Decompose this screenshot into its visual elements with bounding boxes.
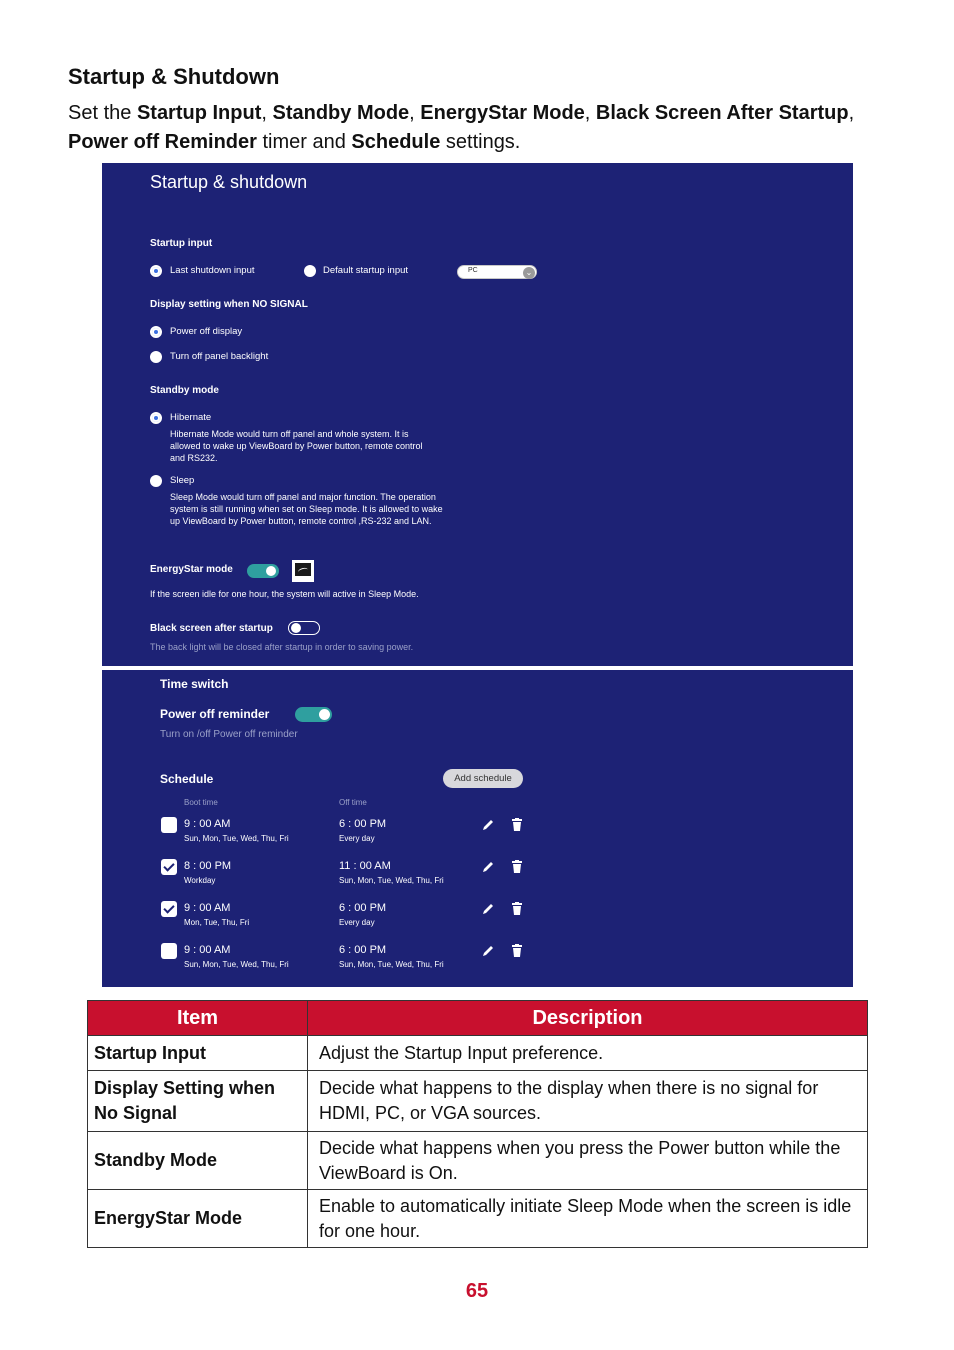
schedule-row-checkbox[interactable] bbox=[161, 943, 177, 959]
add-schedule-button[interactable]: Add schedule bbox=[443, 769, 523, 788]
off-time-header: Off time bbox=[339, 798, 367, 807]
energystar-description: If the screen idle for one hour, the system will active in Sleep Mode. bbox=[150, 589, 419, 599]
hibernate-description: Hibernate Mode would turn off panel and whole system. It is allowed to wake up ViewBoard by Power button, remote control and RS232. bbox=[170, 429, 423, 463]
delete-trash-icon[interactable] bbox=[511, 902, 523, 916]
intro-paragraph: Set the Startup Input, Standby Mode, EnergyStar Mode, Black Screen After Startup, Power off Reminder timer and Schedule settings. bbox=[68, 102, 855, 153]
time-switch-title: Time switch bbox=[160, 677, 229, 691]
standby-mode-label: Standby mode bbox=[150, 385, 219, 396]
boot-time: 9 : 00 AM bbox=[184, 944, 231, 956]
chevron-down-icon: ⌄ bbox=[523, 267, 535, 279]
section-heading: Startup & Shutdown bbox=[68, 64, 280, 89]
radio-turn-off-backlight[interactable] bbox=[150, 351, 162, 363]
last-shutdown-input-label: Last shutdown input bbox=[170, 265, 255, 276]
page-number: 65 bbox=[465, 1280, 489, 1302]
schedule-label: Schedule bbox=[160, 772, 214, 786]
edit-pencil-icon[interactable] bbox=[481, 944, 495, 958]
off-time: 11 : 00 AM bbox=[339, 860, 391, 872]
boot-time-header: Boot time bbox=[184, 798, 218, 807]
boot-days: Workday bbox=[184, 876, 216, 885]
turn-off-backlight-label: Turn off panel backlight bbox=[170, 351, 269, 362]
off-days: Every day bbox=[339, 834, 375, 843]
schedule-row-checkbox[interactable] bbox=[161, 817, 177, 833]
delete-trash-icon[interactable] bbox=[511, 818, 523, 832]
startup-shutdown-screen bbox=[102, 163, 853, 666]
power-off-reminder-description: Turn on /off Power off reminder bbox=[160, 729, 298, 740]
black-screen-description: The back light will be closed after startup in order to saving power. bbox=[150, 642, 414, 652]
boot-time: 9 : 00 AM bbox=[184, 902, 231, 914]
boot-days: Mon, Tue, Thu, Fri bbox=[184, 918, 250, 927]
energystar-label: EnergyStar mode bbox=[150, 564, 233, 575]
off-days: Every day bbox=[339, 918, 375, 927]
black-screen-label: Black screen after startup bbox=[150, 623, 273, 634]
time-switch-screen bbox=[102, 670, 853, 987]
row-description: Decide what happens to the display when there is no signal for HDMI, PC, or VGA sources. bbox=[308, 1071, 868, 1132]
boot-time: 9 : 00 AM bbox=[184, 818, 231, 830]
radio-default-startup-input[interactable] bbox=[304, 265, 316, 277]
power-off-display-label: Power off display bbox=[170, 326, 243, 337]
screen-title: Startup & shutdown bbox=[150, 172, 308, 192]
header-description: Description bbox=[308, 1001, 868, 1036]
off-time: 6 : 00 PM bbox=[339, 944, 387, 956]
row-description: Adjust the Startup Input preference. bbox=[308, 1036, 868, 1071]
boot-days: Sun, Mon, Tue, Wed, Thu, Fri bbox=[184, 834, 289, 843]
power-off-reminder-toggle[interactable] bbox=[295, 707, 332, 722]
delete-trash-icon[interactable] bbox=[511, 860, 523, 874]
black-screen-toggle[interactable] bbox=[288, 621, 320, 635]
default-startup-input-label: Default startup input bbox=[323, 265, 409, 276]
off-time: 6 : 00 PM bbox=[339, 902, 387, 914]
startup-source-value: PC bbox=[468, 267, 478, 274]
table-row bbox=[88, 1036, 868, 1071]
hibernate-label: Hibernate bbox=[170, 412, 212, 423]
header-item: Item bbox=[88, 1001, 308, 1036]
row-item: Startup Input bbox=[88, 1036, 308, 1071]
row-item: Standby Mode bbox=[88, 1132, 308, 1190]
row-item: EnergyStar Mode bbox=[88, 1190, 308, 1248]
radio-power-off-display[interactable] bbox=[150, 326, 162, 338]
sleep-description: Sleep Mode would turn off panel and major function. The operation system is still running when set on Sleep mode. It is allowed to wake up ViewBoard by Power button, remote control ,RS-232 and LAN. bbox=[170, 492, 443, 526]
row-item: Display Setting when No Signal bbox=[88, 1071, 308, 1132]
description-table bbox=[87, 1000, 868, 1248]
sleep-label: Sleep bbox=[170, 475, 195, 486]
power-off-reminder-label: Power off reminder bbox=[160, 707, 270, 721]
row-description: Enable to automatically initiate Sleep Mode when the screen is idle for one hour. bbox=[308, 1190, 868, 1248]
boot-time: 8 : 00 PM bbox=[184, 860, 232, 872]
schedule-row-checkbox[interactable] bbox=[161, 901, 177, 917]
delete-trash-icon[interactable] bbox=[511, 944, 523, 958]
radio-hibernate[interactable] bbox=[150, 412, 162, 424]
boot-days: Sun, Mon, Tue, Wed, Thu, Fri bbox=[184, 960, 289, 969]
off-days: Sun, Mon, Tue, Wed, Thu, Fri bbox=[339, 960, 444, 969]
no-signal-label: Display setting when NO SIGNAL bbox=[150, 299, 308, 310]
off-time: 6 : 00 PM bbox=[339, 818, 387, 830]
edit-pencil-icon[interactable] bbox=[481, 860, 495, 874]
edit-pencil-icon[interactable] bbox=[481, 818, 495, 832]
startup-source-select[interactable] bbox=[457, 265, 537, 279]
radio-last-shutdown-input[interactable] bbox=[150, 265, 162, 277]
off-days: Sun, Mon, Tue, Wed, Thu, Fri bbox=[339, 876, 444, 885]
row-description: Decide what happens when you press the Power button while the ViewBoard is On. bbox=[308, 1132, 868, 1190]
table-row bbox=[88, 1132, 868, 1190]
startup-input-label: Startup input bbox=[150, 238, 213, 249]
table-row bbox=[88, 1071, 868, 1132]
edit-pencil-icon[interactable] bbox=[481, 902, 495, 916]
schedule-row-checkbox[interactable] bbox=[161, 859, 177, 875]
energystar-logo-icon bbox=[292, 560, 314, 582]
table-row bbox=[88, 1190, 868, 1248]
energystar-toggle[interactable] bbox=[247, 564, 279, 578]
table-header-row bbox=[88, 1001, 868, 1036]
radio-sleep[interactable] bbox=[150, 475, 162, 487]
